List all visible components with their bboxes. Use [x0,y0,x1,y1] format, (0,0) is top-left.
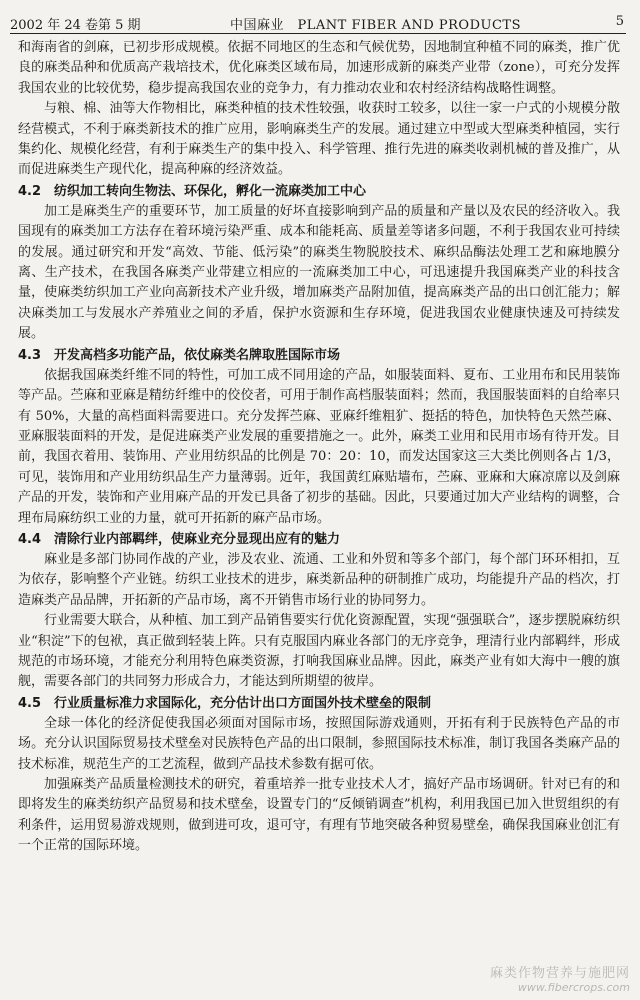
article-body [18,38,620,857]
paragraph: 行业需要大联合，从种植、加工到产品销售要实行优化资源配置，实现“强强联合”，逐步摆脱麻纺织业“积淀”下的包袱，真正做到轻装上阵。只有克服国内麻业各部门的无序竞争，理清行业内部羁绊，形成规范的市场环境，才能充分利用特色麻类资源，打响我国麻业品牌。因此，麻类产业有如大海中一艘的旗舰，需要各部门的共同努力形成合力，才能达到所期望的彼岸。 [18,613,620,690]
paragraph: 加工是麻类生产的重要环节，加工质量的好坏直接影响到产品的质量和产量以及农民的经济收入。我国现有的麻类加工方法存在着环境污染严重、成本和能耗高、质量差等诸多问题，不利于我国农业可持续的发展。通过研究和开发“高效、节能、低污染”的麻类生物脱胶技术、麻织品酶法处理工艺和麻地膜分离、生产技术，在我国各麻类产业带建立相应的一流麻类加工中心，可迅速提升我国麻类产业的科技含量，使麻类纺织加工产业向高新技术产业升级，增加麻类产品附加值，提高麻类产品的出口创汇能力；解决麻类加工与发展水产养殖业之间的矛盾，保护水资源和生存环境，促进我国农业健康快速及可持续发展。 [18,203,620,342]
paragraph: 麻业是多部门协同作战的产业，涉及农业、流通、工业和外贸和等多个部门，每个部门环环相扣，互为依存，影响整个产业链。纺织工业技术的进步，麻类新品种的研制推广成功，均能提升产品的档次，打造麻类产品品牌，开拓新的产品市场，离不开销售市场行业的协同努力。 [18,551,620,608]
paragraph: 和海南省的剑麻，已初步形成规模。依据不同地区的生态和气候优势，因地制宜种植不同的麻类，推广优良的麻类品种和优质高产栽培技术，优化麻类区域布局，加速形成新的麻类产业带（zone），可充分发挥我国农业的比较优势，稳步提高我国农业的竞争力，有力推动农业和农村经济结构战略性调整。 [18,40,620,96]
section-heading-4-4: 4.4 清除行业内部羁绊，使麻业充分显现出应有的魅力 [18,531,341,547]
running-header [10,10,624,32]
section-heading-4-3: 4.3 开发高档多功能产品，依仗麻类名牌取胜国际市场 [18,347,341,363]
paragraph: 全球一体化的经济促使我国必须面对国际市场，按照国际游戏通则，开拓有利于民族特色产品的市场。充分认识国际贸易技术壁垒对民族特色产品的出口限制，参照国际技术标准，制订我国各类麻产品的技术标准，规范生产的工艺流程，做到产品技术参数有据可依。 [18,715,620,772]
paragraph: 与粮、棉、油等大作物相比，麻类种植的技术性较强，收获时工较多，以往一家一户式的小规模分散经营模式，不利于麻类新技术的推广应用，影响麻类生产的发展。通过建立中型或大型麻类种植园，实行集约化、规模化经营，有利于麻类生产的集中投入、科学管理、推行先进的麻类收剥机械的普及推广，从而促进麻类生产现代化，提高种麻的经济效益。 [18,101,620,178]
section-heading-4-5: 4.5 行业质量标准力求国际化，充分估计出口方面国外技术壁垒的限制 [18,695,432,711]
paragraph: 依据我国麻类纤维不同的特性，可加工成不同用途的产品，如服装面料、夏布、工业用布和民用装饰等产品。苎麻和亚麻是精纺纤维中的佼佼者，可用于制作高档服装面料；然而，我国服装面料的自给率只有 50%，大量的高档面料需要进口。充分发挥苎麻、亚麻纤维粗犷、挺括的特色，加快特色天然苎麻、亚麻服装面料的开发，是促进麻类产业发展的重要措施之一。此外，麻类工业用和民用市场有待开发。目前，我国衣着用、装饰用、产业用纺织品的比例是 70：20：10，而发达国家这三大类比例则各占 1/3，可见，装饰用和产业用纺织品生产力量薄弱。近年，我国黄红麻贴墙布，苎麻、亚麻和大麻凉席以及剑麻产品的开发，装饰和产业用麻产品的开发已具备了初步的基础。因此，只要通过加大产业结构的调整，合理布局麻纺织工业的力量，就可开拓新的麻产品市场。 [18,367,620,526]
site-watermark [490,962,630,994]
section-heading-4-2: 4.2 纺织加工转向生物法、环保化，孵化一流麻类加工中心 [18,183,367,199]
header-divider [10,33,626,34]
paragraph: 加强麻类产品质量检测技术的研究，着重培养一批专业技术人才，搞好产品市场调研。针对已有的和即将发生的麻类纺织产品贸易和技术壁垒，设置专门的“反倾销调查”机构，利用我国已加入世贸组织的有利条件，运用贸易游戏规则，做到进可攻，退可守，有理有节地突破各种贸易壁垒，确保我国麻业创汇有一个正常的国际环境。 [18,777,620,854]
page-number: 5 [615,14,624,29]
journal-title: 中国麻业 PLANT FIBER AND PRODUCTS [230,18,521,33]
watermark-text: 麻类作物营养与施肥网 [489,966,630,981]
issue-info: 2002 年 24 卷第 5 期 [10,18,141,33]
watermark-url: www.fibercrops.com [517,981,630,994]
